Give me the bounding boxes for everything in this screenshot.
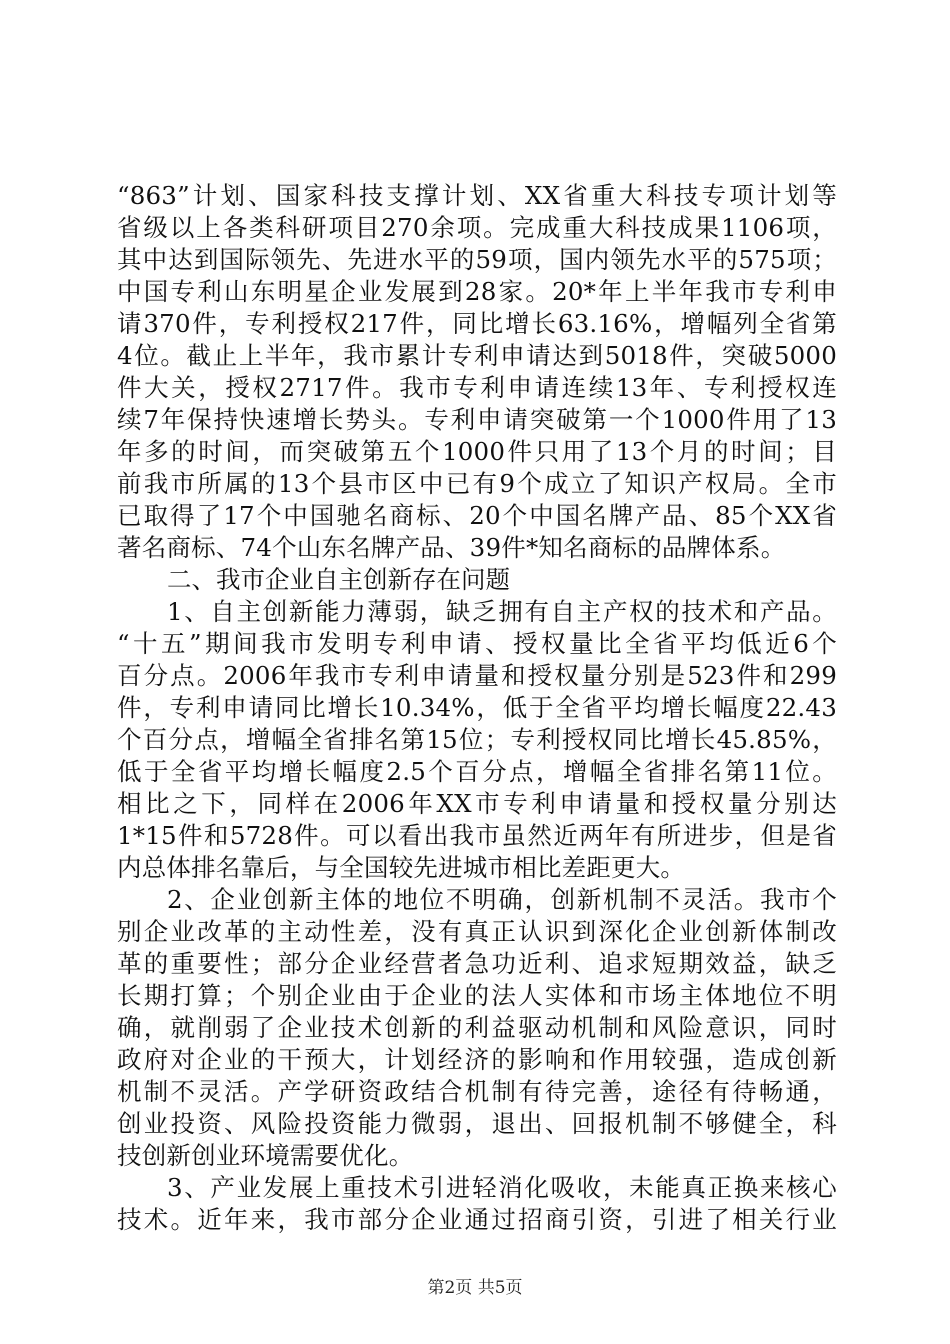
body-text-line: 著名商标、74个山东名牌产品、39件*知名商标的品牌体系。 (117, 533, 786, 562)
body-text-line: 革的重要性；部分企业经营者急功近利、追求短期效益，缺乏 (117, 949, 837, 978)
body-text-line: 续7年保持快速增长势头。专利申请突破第一个1000件用了13 (117, 405, 837, 434)
body-text-line: 长期打算；个别企业由于企业的法人实体和市场主体地位不明 (117, 981, 837, 1010)
body-text-line: 件，专利申请同比增长10.34%，低于全省平均增长幅度22.43 (117, 693, 837, 722)
body-text-line: 已取得了17个中国驰名商标、20个中国名牌产品、85个XX省 (117, 501, 837, 530)
body-text-line: 创业投资、风险投资能力微弱，退出、回报机制不够健全，科 (117, 1109, 837, 1138)
body-text-line: 政府对企业的干预大，计划经济的影响和作用较强，造成创新 (117, 1045, 837, 1074)
body-text-line: 4位。截止上半年，我市累计专利申请达到5018件，突破5000 (117, 341, 837, 370)
body-text-line: 年多的时间，而突破第五个1000件只用了13个月的时间；目 (117, 437, 837, 466)
body-text-line: “863”计划、国家科技支撑计划、XX省重大科技专项计划等 (117, 181, 837, 210)
body-text-line: 件大关，授权2717件。我市专利申请连续13年、专利授权连 (117, 373, 837, 402)
body-text-line: 确，就削弱了企业技术创新的利益驱动机制和风险意识，同时 (117, 1013, 837, 1042)
body-text-line: 省级以上各类科研项目270余项。完成重大科技成果1106项， (117, 213, 837, 242)
body-text-line: 个百分点，增幅全省排名第15位；专利授权同比增长45.85%， (117, 725, 837, 754)
body-text-line: 技术。近年来，我市部分企业通过招商引资，引进了相关行业 (117, 1205, 837, 1234)
body-text-line: 1*15件和5728件。可以看出我市虽然近两年有所进步，但是省 (117, 821, 837, 850)
body-text-line: 低于全省平均增长幅度2.5个百分点，增幅全省排名第11位。 (117, 757, 837, 786)
body-text-line: 1、自主创新能力薄弱，缺乏拥有自主产权的技术和产品。 (167, 597, 837, 626)
body-text-line: 相比之下，同样在2006年XX市专利申请量和授权量分别达 (117, 789, 837, 818)
body-text-line: 机制不灵活。产学研资政结合机制有待完善，途径有待畅通， (117, 1077, 837, 1106)
body-text-line: 其中达到国际领先、先进水平的59项，国内领先水平的575项； (117, 245, 837, 274)
body-text-line: 百分点。2006年我市专利申请量和授权量分别是523件和299 (117, 661, 837, 690)
body-text-line: 请370件，专利授权217件，同比增长63.16%，增幅列全省第 (117, 309, 837, 338)
body-text-line: 技创新创业环境需要优化。 (117, 1141, 414, 1170)
section-heading: 二、我市企业自主创新存在问题 (167, 565, 510, 594)
body-text-line: 前我市所属的13个县市区中已有9个成立了知识产权局。全市 (117, 469, 837, 498)
body-text-line: 3、产业发展上重技术引进轻消化吸收，未能真正换来核心 (167, 1173, 837, 1202)
body-text-line: 2、企业创新主体的地位不明确，创新机制不灵活。我市个 (167, 885, 837, 914)
body-text-line: “十五”期间我市发明专利申请、授权量比全省平均低近6个 (117, 629, 837, 658)
body-text-line: 别企业改革的主动性差，没有真正认识到深化企业创新体制改 (117, 917, 837, 946)
body-text-line: 内总体排名靠后，与全国较先进城市相比差距更大。 (117, 853, 686, 882)
page-footer: 第2页 共5页 (427, 1278, 523, 1298)
body-text-line: 中国专利山东明星企业发展到28家。20*年上半年我市专利申 (117, 277, 837, 306)
